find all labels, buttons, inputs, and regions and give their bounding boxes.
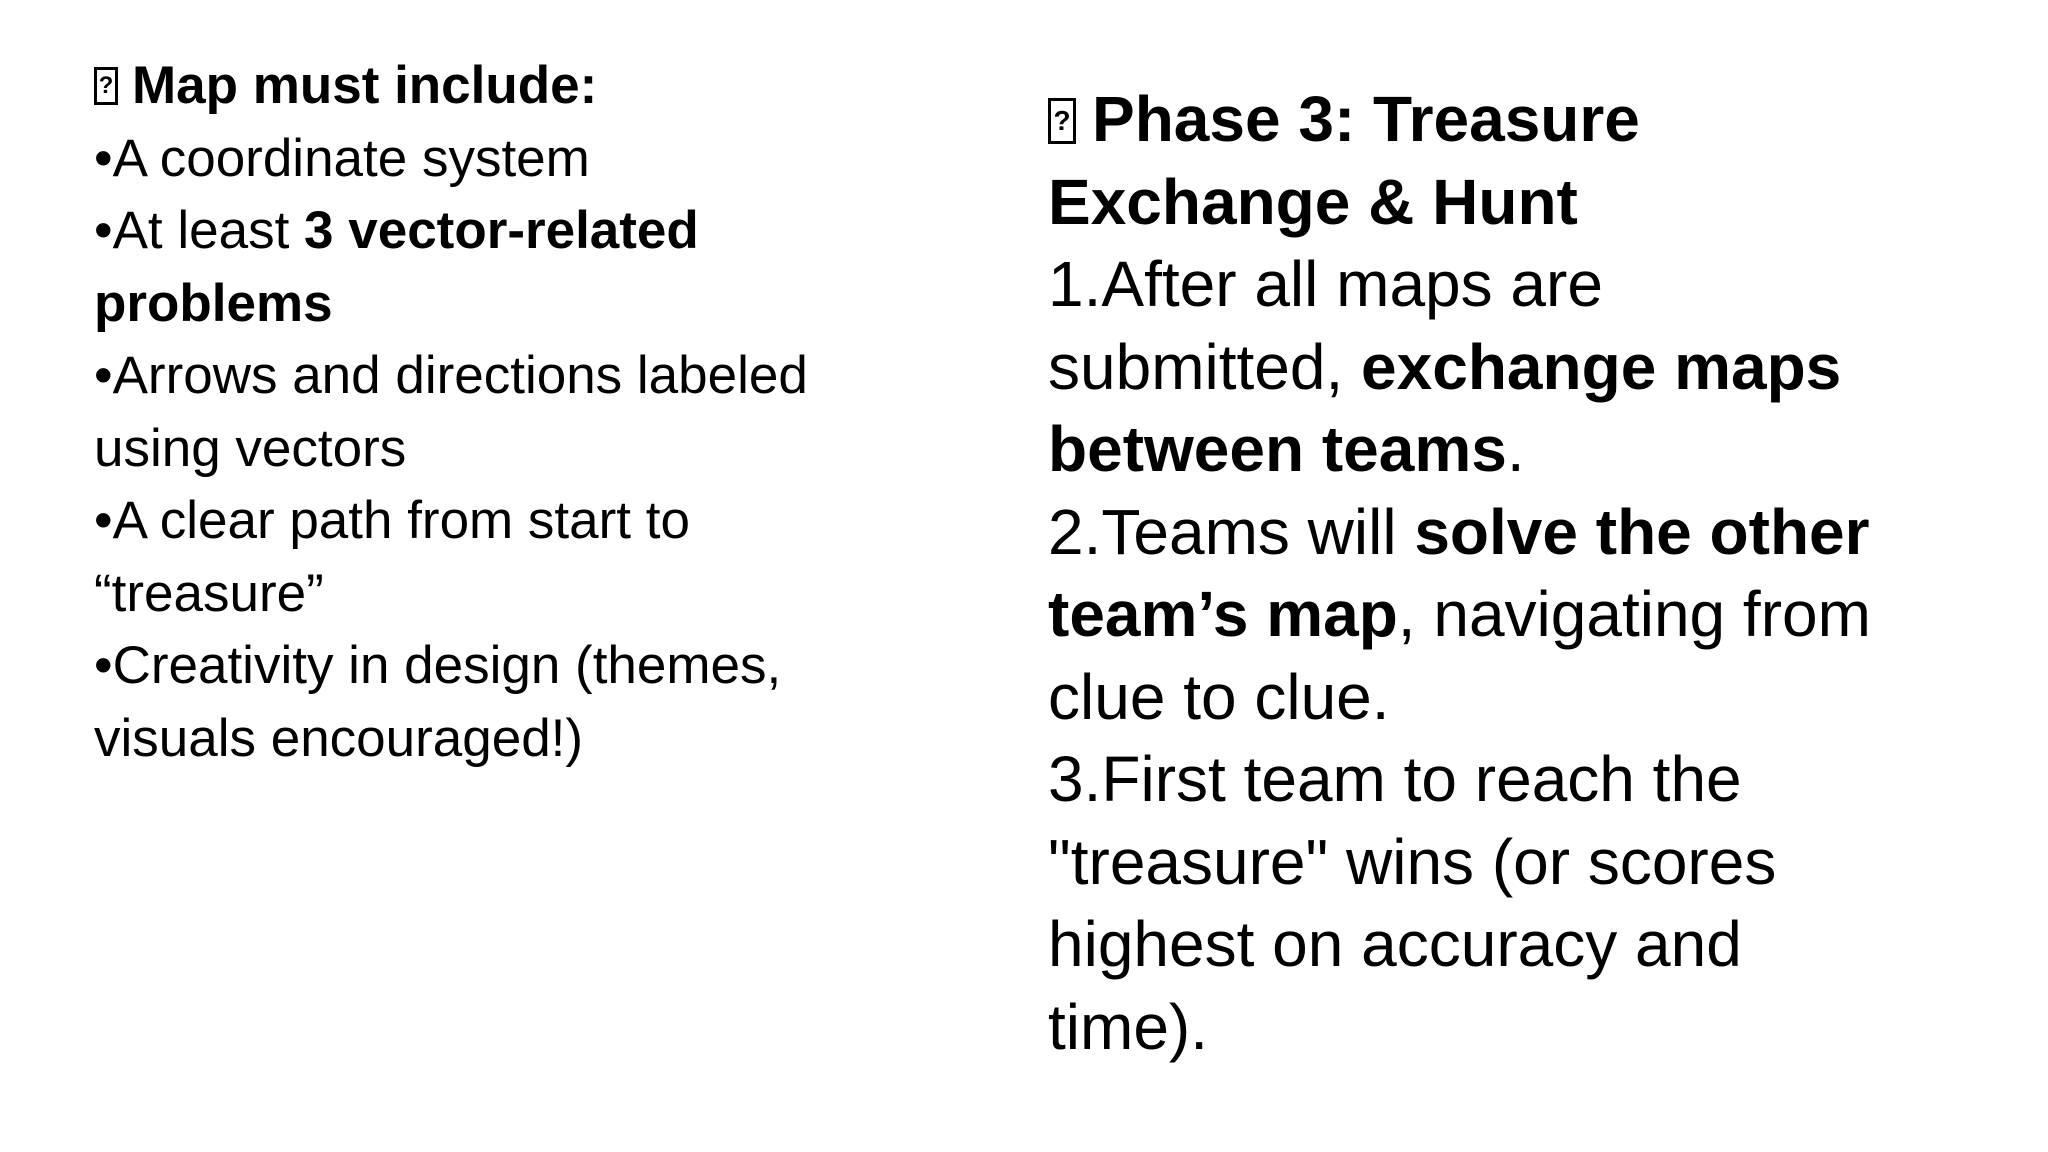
requirement-item <box>94 630 894 775</box>
requirement-text: A coordinate system <box>112 128 590 188</box>
requirement-text: A clear path from start to “treasure” <box>94 491 690 623</box>
requirement-item <box>94 195 894 340</box>
phase-three-column <box>1048 78 1908 1068</box>
step-text: After all maps are submitted, <box>1048 248 1603 403</box>
phase-three-heading-text: Phase 3: Treasure Exchange & Hunt <box>1048 83 1640 238</box>
missing-emoji-icon <box>94 67 118 105</box>
phase-step <box>1048 738 1908 1068</box>
requirement-item <box>94 340 894 485</box>
step-text: First team to reach the "treasure" wins (or scores highest on accuracy and time). <box>1048 743 1777 1063</box>
step-number: 2. <box>1048 495 1102 568</box>
bullet: • <box>94 346 113 405</box>
map-requirements-heading <box>94 50 894 123</box>
step-emphasis: solve the other team’s map <box>1048 495 1870 650</box>
bullet: • <box>94 201 113 260</box>
map-requirements-column <box>94 50 894 775</box>
requirement-item <box>94 123 894 196</box>
step-emphasis: exchange maps between teams <box>1048 330 1842 485</box>
missing-emoji-icon <box>1048 98 1076 144</box>
step-text: Teams will <box>1101 495 1415 568</box>
step-number: 1. <box>1048 248 1102 320</box>
bullet: • <box>94 636 113 695</box>
phase-step <box>1048 491 1908 739</box>
requirement-item <box>94 485 894 630</box>
requirement-text: At least <box>112 201 305 260</box>
bullet: • <box>94 491 113 550</box>
map-requirements-heading-text: Map must include: <box>132 56 598 115</box>
requirement-emphasis: 3 vector-related problems <box>94 201 699 333</box>
requirement-text: Arrows and directions labeled using vectors <box>94 346 808 478</box>
phase-step <box>1048 243 1908 491</box>
step-text: . <box>1506 413 1525 485</box>
step-number: 3. <box>1048 743 1102 815</box>
phase-three-heading <box>1048 78 1908 243</box>
requirement-text: Creativity in design (themes, visuals encouraged!) <box>94 636 782 768</box>
bullet: • <box>94 128 113 188</box>
step-text: , navigating from clue to clue. <box>1048 578 1871 733</box>
